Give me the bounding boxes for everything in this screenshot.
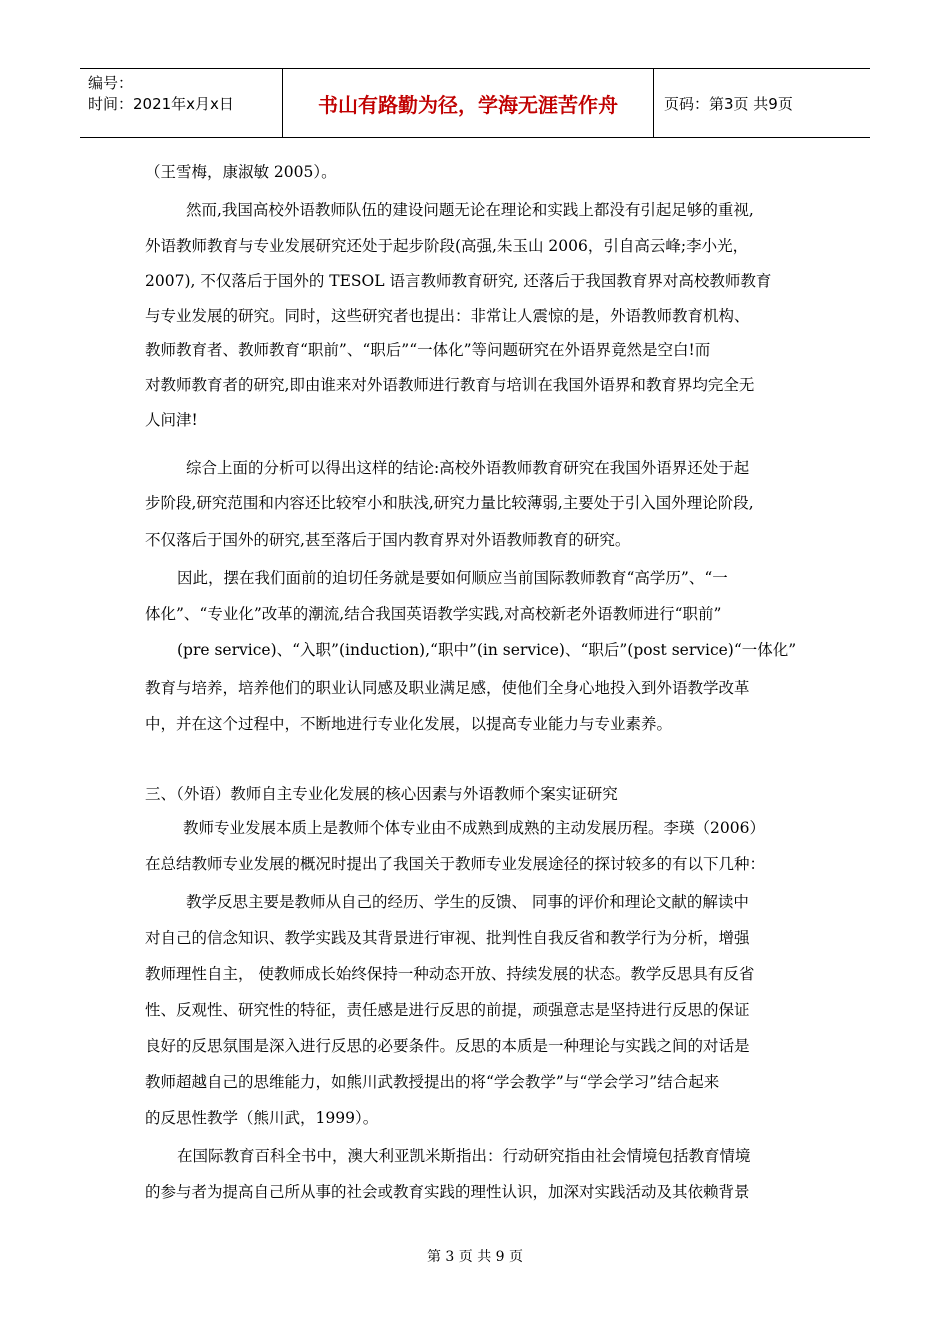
text-line: 人问津! (145, 411, 198, 429)
section-heading: 三、（外语）教师自主专业化发展的核心因素与外语教师个案实证研究 (145, 785, 618, 803)
text-line: 教师专业发展本质上是教师个体专业由不成熟到成熟的主动发展历程。李瑛（2006） (183, 819, 765, 837)
text-line: 不仅落后于国外的研究,甚至落后于国内教育界对外语教师教育的研究。 (145, 531, 631, 549)
header-meta (88, 73, 234, 115)
text-line: 在总结教师专业发展的概况时提出了我国关于教师专业发展途径的探讨较多的有以下几种： (145, 855, 766, 873)
text-line: 教师理性自主， 使教师成长始终保持一种动态开放、持续发展的状态。教学反思具有反省 (145, 965, 755, 983)
text-line: 的反思性教学（熊川武，1999）。 (145, 1109, 379, 1127)
text-line: 的参与者为提高自己所从事的社会或教育实践的理性认识，加深对实践活动及其依赖背景 (145, 1183, 750, 1201)
text-line: 性、反观性、研究性的特征，责任感是进行反思的前提，顽强意志是坚持进行反思的保证 (145, 1001, 750, 1019)
page-label: 页码：第3页 共9页 (664, 94, 793, 113)
text-line: 综合上面的分析可以得出这样的结论:高校外语教师教育研究在我国外语界还处于起 (186, 459, 750, 477)
text-line: （王雪梅，康淑敏 2005）。 (145, 163, 337, 181)
text-line: 教育与培养，培养他们的职业认同感及职业满足感，使他们全身心地投入到外语教学改革 (145, 679, 750, 697)
page-header (80, 68, 870, 138)
text-line: 与专业发展的研究。同时，这些研究者也提出：非常让人震惊的是，外语教师教育机构、 (145, 307, 750, 325)
text-line: 教师教育者、教师教育“职前”、“职后”“一体化”等问题研究在外语界竟然是空白!而 (145, 341, 711, 359)
text-line: 中，并在这个过程中，不断地进行专业化发展，以提高专业能力与专业素养。 (145, 715, 673, 733)
number-label: 编号： (88, 74, 134, 92)
header-divider (653, 69, 654, 137)
page-footer: 第 3 页 共 9 页 (426, 1249, 524, 1265)
text-line: 外语教师教育与专业发展研究还处于起步阶段(高强,朱玉山 2006，引自高云峰;李小光， (145, 237, 749, 255)
text-line: 2007), 不仅落后于国外的 TESOL 语言教师教育研究, 还落后于我国教育界对高校教师教育 (145, 272, 772, 290)
text-line: 体化”、“专业化”改革的潮流,结合我国英语教学实践,对高校新老外语教师进行“职前” (145, 605, 722, 623)
motto: 书山有路勤为径，学海无涯苦作舟 (318, 92, 618, 117)
text-line: 然而,我国高校外语教师队伍的建设问题无论在理论和实践上都没有引起足够的重视, (186, 201, 754, 219)
text-line: (pre service)、“入职”(induction),“职中”(in service)、“职后”(post service)“一体化” (177, 641, 797, 659)
text-line: 因此，摆在我们面前的迫切任务就是要如何顺应当前国际教师教育“高学历”、“一 (177, 569, 728, 587)
text-line: 在国际教育百科全书中，澳大利亚凯米斯指出：行动研究指由社会情境包括教育情境 (177, 1147, 751, 1165)
time-label: 时间：2021年x月x日 (88, 95, 234, 113)
text-line: 教学反思主要是教师从自己的经历、学生的反馈、 同事的评价和理论文献的解读中 (186, 893, 749, 911)
text-line: 良好的反思氛围是深入进行反思的必要条件。反思的本质是一种理论与实践之间的对话是 (145, 1037, 750, 1055)
text-line: 对教师教育者的研究,即由谁来对外语教师进行教育与培训在我国外语界和教育界均完全无 (145, 376, 755, 394)
text-line: 步阶段,研究范围和内容还比较窄小和肤浅,研究力量比较薄弱,主要处于引入国外理论阶段, (145, 494, 754, 512)
text-line: 教师超越自己的思维能力，如熊川武教授提出的将“学会教学”与“学会学习”结合起来 (145, 1073, 720, 1091)
text-line: 对自己的信念知识、教学实践及其背景进行审视、批判性自我反省和教学行为分析，增强 (145, 929, 750, 947)
